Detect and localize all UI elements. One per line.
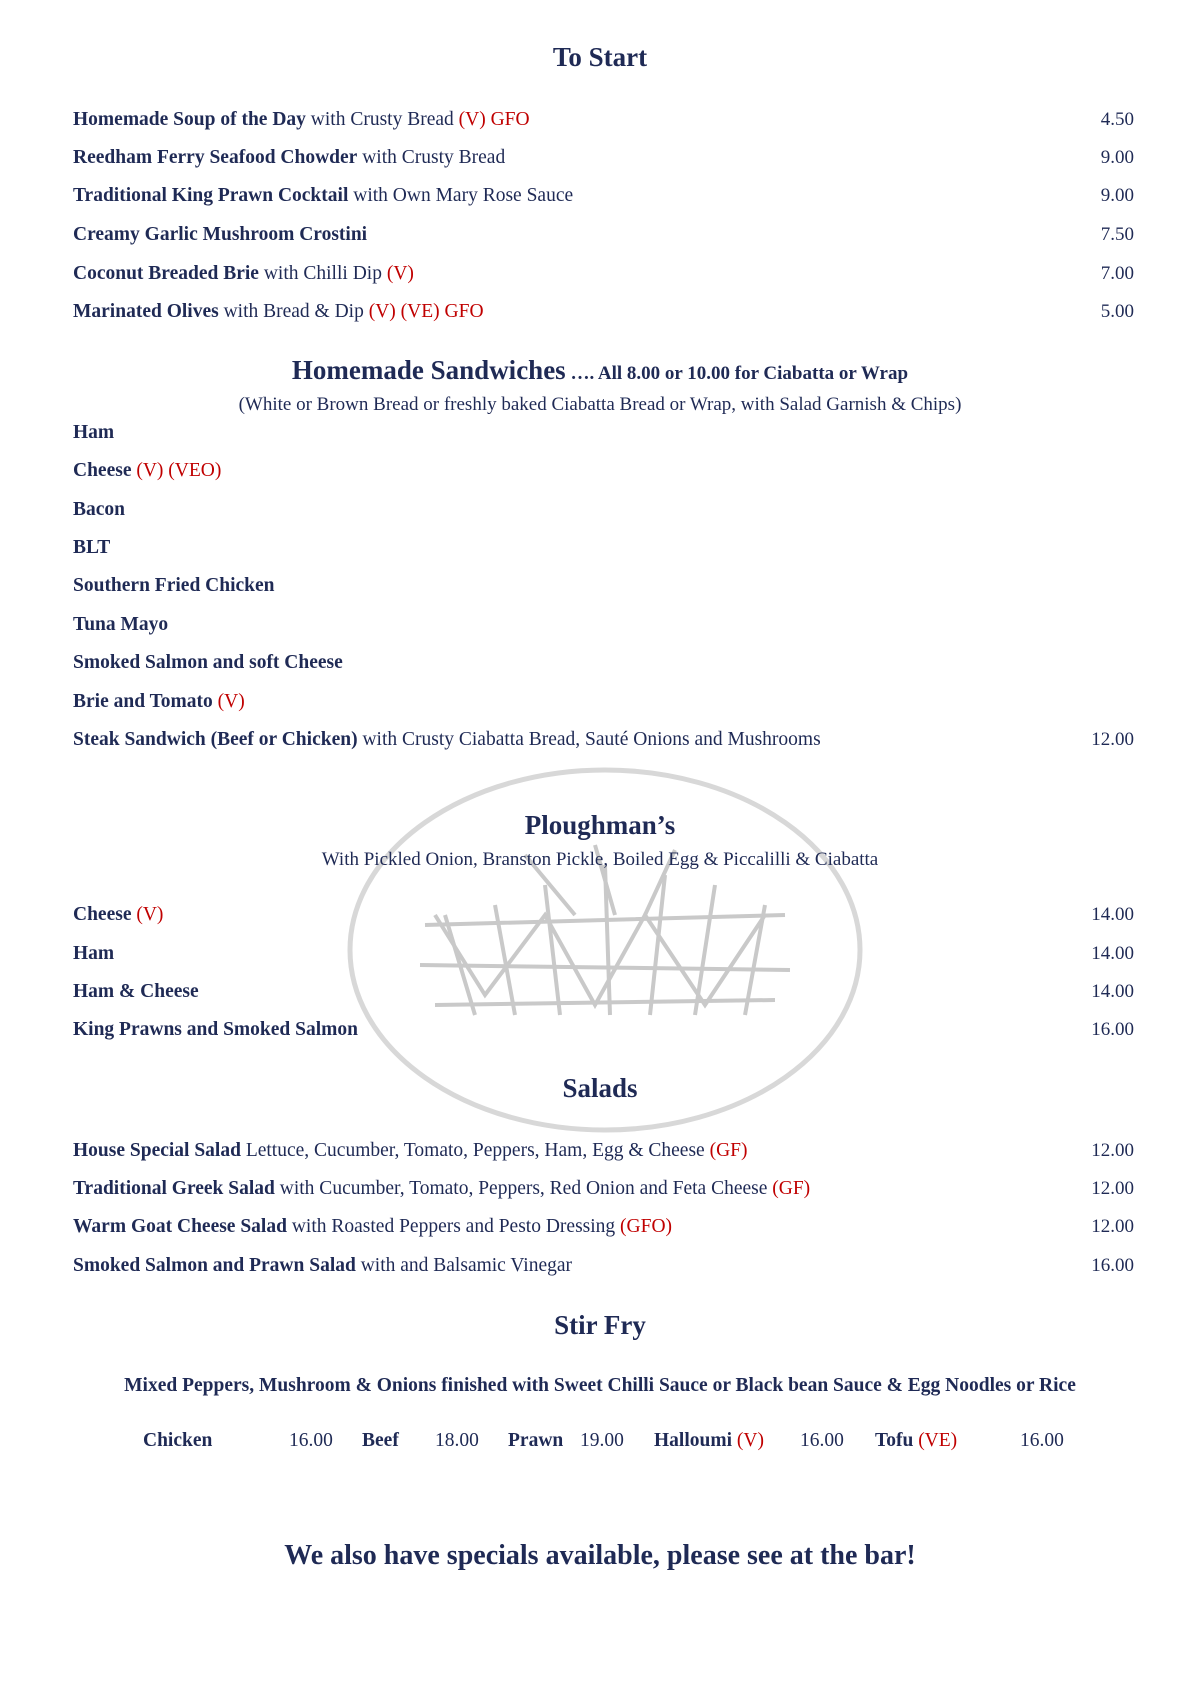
menu-item-price: 16.00 [1091,1255,1134,1276]
specials-footer: We also have specials available, please see at the bar! [284,1540,916,1571]
menu-item-description: with Crusty Bread [305,109,459,130]
menu-item-name: Warm Goat Cheese Salad [73,1216,287,1237]
section-title-stir-fry: Stir Fry [554,1310,646,1340]
menu-item-name: Marinated Olives [73,301,219,322]
stir-fry-option-tag: (V) [736,1430,764,1451]
menu-item-description: with Cucumber, Tomato, Peppers, Red Onion and Feta Cheese [274,1178,773,1199]
menu-item-description: with Crusty Ciabatta Bread, Sauté Onions and Mushrooms [357,729,821,750]
stir-fry-option [654,1429,764,1453]
menu-item-dietary-tags: (V) (VE) GFO [368,301,484,322]
menu-item [73,613,168,637]
menu-item [73,574,275,598]
menu-item [73,300,484,324]
menu-item-dietary-tags: (V) [136,904,164,925]
menu-item-price: 9.00 [1100,147,1134,168]
menu-item [73,262,414,286]
menu-item-price: 4.50 [1100,109,1134,130]
menu-item-name: Steak Sandwich (Beef or Chicken) [73,729,358,750]
sandwiches-title: Homemade Sandwiches [291,355,566,385]
stir-fry-option [508,1429,563,1453]
menu-item [73,184,573,208]
menu-item-price: 7.00 [1100,263,1134,284]
menu-item [73,498,125,522]
menu-item-name: House Special Salad [73,1140,241,1161]
ploughmans-subtitle: With Pickled Onion, Branston Pickle, Boiled Egg & Piccalilli & Ciabatta [321,849,879,870]
menu-item-description: with Bread & Dip [218,301,369,322]
stir-fry-option-price: 18.00 [435,1430,479,1451]
menu-item-price: 12.00 [1091,729,1134,750]
menu-item [73,1177,810,1201]
menu-item-name: Traditional Greek Salad [73,1178,275,1199]
menu-item-dietary-tags: (V) [386,263,414,284]
menu-item-price: 12.00 [1091,1216,1134,1237]
menu-item [73,1254,572,1278]
stir-fry-option-name: Tofu [875,1430,914,1451]
stir-fry-option-name: Beef [362,1430,399,1451]
menu-item-name: Coconut Breaded Brie [73,263,259,284]
section-title-to-start: To Start [552,42,648,72]
menu-item-name: Southern Fried Chicken [73,575,275,596]
menu-item [73,728,821,752]
menu-item-name: Tuna Mayo [73,614,169,635]
sandwiches-subtitle: (White or Brown Bread or freshly baked Ciabatta Bread or Wrap, with Salad Garnish & Chips) [238,394,962,415]
menu-item-name: Ham & Cheese [73,981,199,1002]
menu-item-description: with Crusty Bread [357,147,506,168]
menu-item-description: Lettuce, Cucumber, Tomato, Peppers, Ham, Egg & Cheese [240,1140,710,1161]
menu-item-dietary-tags: (V) (VEO) [136,460,222,481]
section-title-ploughmans: Ploughman’s [524,810,676,840]
sandwiches-price-note: …. All 8.00 or 10.00 for Ciabatta or Wrap [565,363,909,384]
menu-item-name: Smoked Salmon and Prawn Salad [73,1255,356,1276]
stir-fry-option-name: Halloumi [654,1430,733,1451]
menu-item-name: Brie and Tomato [73,691,218,712]
menu-item-description: with and Balsamic Vinegar [355,1255,572,1276]
menu-item-price: 14.00 [1091,904,1134,925]
menu-item-price: 9.00 [1100,185,1134,206]
menu-item-price: 5.00 [1100,301,1134,322]
stir-fry-option-price: 16.00 [1020,1430,1064,1451]
menu-item-name: Creamy Garlic Mushroom Crostini [73,224,368,245]
section-title-sandwiches [0,355,1200,386]
stir-fry-option-name: Prawn [508,1430,564,1451]
menu-item-price: 7.50 [1100,224,1134,245]
menu-item [73,1215,672,1239]
menu-item-price: 14.00 [1091,981,1134,1002]
menu-item-name: King Prawns and Smoked Salmon [73,1019,358,1040]
stir-fry-option [143,1429,212,1453]
menu-item-dietary-tags: (GF) [709,1140,748,1161]
menu-item-dietary-tags: (V) [217,691,245,712]
stir-fry-option-price: 16.00 [289,1430,333,1451]
menu-item-name: Cheese [73,904,137,925]
menu-item-name: Cheese [73,460,137,481]
menu-item-name: Traditional King Prawn Cocktail [73,185,349,206]
menu-item-description: with Chilli Dip [258,263,387,284]
menu-item [73,903,163,927]
menu-item [73,1018,358,1042]
menu-item-dietary-tags: (GFO) [620,1216,673,1237]
menu-item [73,459,221,483]
menu-item [73,536,110,560]
stir-fry-option [362,1429,399,1453]
menu-item-name: BLT [73,537,111,558]
menu-item-name: Homemade Soup of the Day [73,109,306,130]
menu-item-name: Bacon [73,499,126,520]
menu-item [73,146,505,170]
menu-item-name: Smoked Salmon and soft Cheese [73,652,343,673]
stir-fry-option-tag: (VE) [918,1430,958,1451]
menu-item [73,980,199,1004]
menu-item-name: Ham [73,943,115,964]
stir-fry-option [875,1429,957,1453]
menu-item [73,421,114,445]
menu-item-dietary-tags: (GF) [772,1178,811,1199]
stir-fry-option-name: Chicken [143,1430,213,1451]
menu-item [73,690,245,714]
menu-item [73,108,530,132]
menu-item-name: Reedham Ferry Seafood Chowder [73,147,358,168]
menu-item [73,223,367,247]
menu-item-dietary-tags: (V) GFO [458,109,530,130]
menu-item-description: with Own Mary Rose Sauce [348,185,574,206]
stir-fry-description: Mixed Peppers, Mushroom & Onions finished with Sweet Chilli Sauce or Black bean Sauce & Egg Noodles or Rice [124,1375,1076,1396]
menu-item-name: Ham [73,422,115,443]
stir-fry-option-price: 16.00 [800,1430,844,1451]
menu-item-price: 14.00 [1091,943,1134,964]
menu-item-description: with Roasted Peppers and Pesto Dressing [286,1216,621,1237]
menu-item [73,942,114,966]
menu-item-price: 12.00 [1091,1140,1134,1161]
stir-fry-option-price: 19.00 [580,1430,624,1451]
section-title-salads: Salads [562,1073,638,1103]
menu-item [73,651,343,675]
menu-item-price: 12.00 [1091,1178,1134,1199]
menu-item-price: 16.00 [1091,1019,1134,1040]
menu-item [73,1139,748,1163]
